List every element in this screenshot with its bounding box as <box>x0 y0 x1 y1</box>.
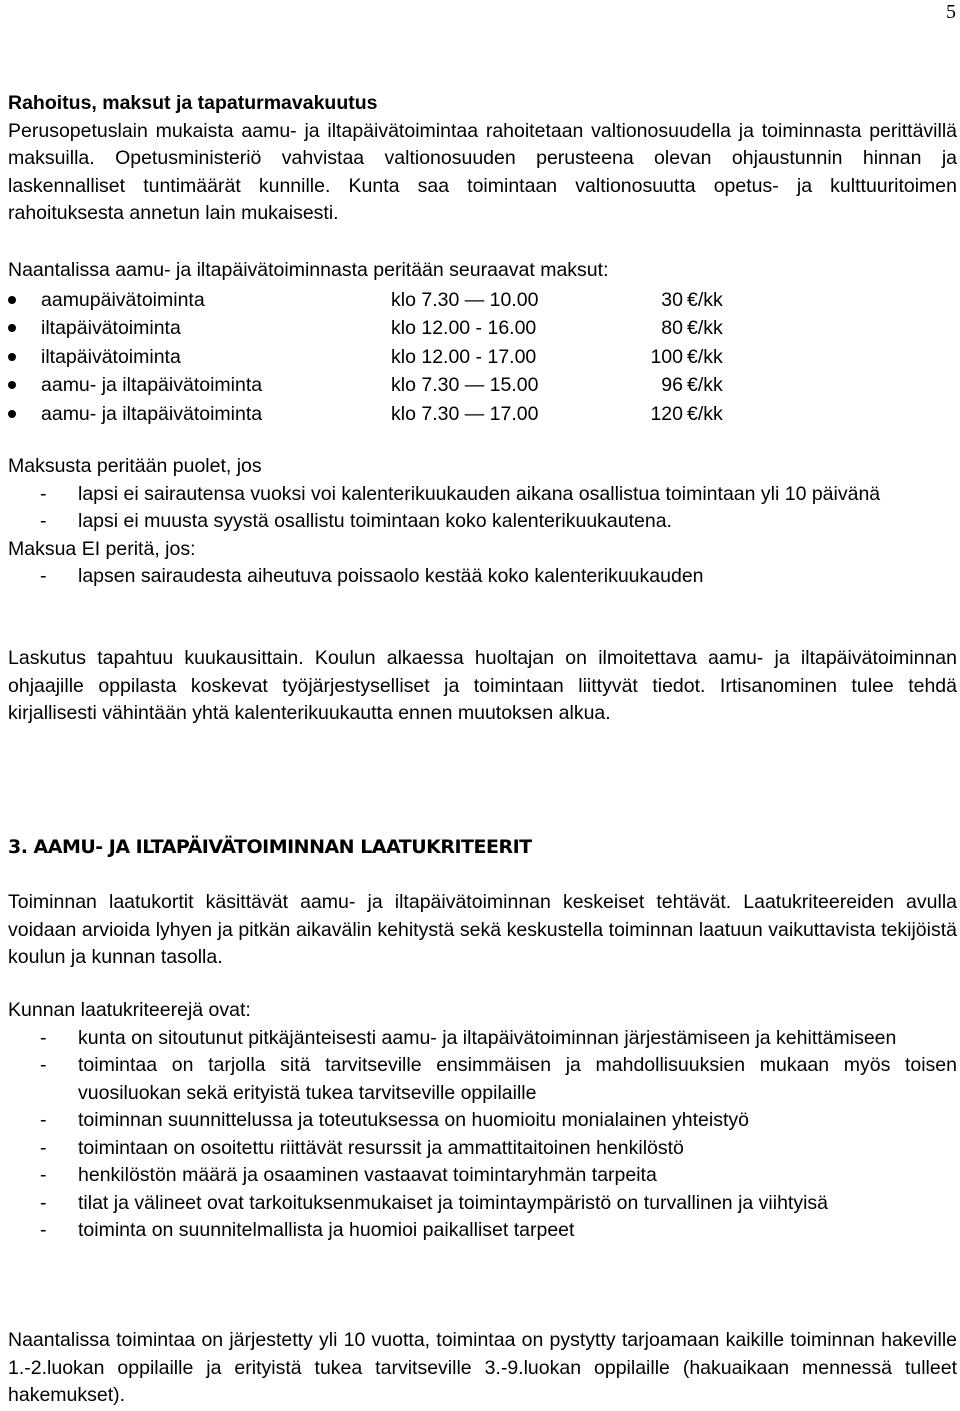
list-item <box>8 1190 957 1218</box>
list-item <box>8 508 957 536</box>
bullet-icon <box>8 353 16 361</box>
list-item-text: henkilöstön määrä ja osaaminen vastaavat toimintaryhmän tarpeita <box>78 1164 657 1186</box>
list-item-text: tilat ja välineet ovat tarkoituksenmukaiset ja toimintaympäristö on turvallinen ja viihtyisä <box>78 1191 829 1214</box>
fee-time: klo 7.30 — 10.00 <box>391 288 539 311</box>
fee-row <box>8 314 957 343</box>
fee-unit: €/kk <box>687 374 723 396</box>
fee-row <box>8 343 957 372</box>
fee-time: klo 7.30 — 17.00 <box>391 402 539 425</box>
dash-marker: - <box>40 1054 47 1076</box>
fee-time: klo 12.00 - 16.00 <box>391 317 537 339</box>
billing-paragraph: Laskutus tapahtuu kuukausittain. Koulun alkaessa huoltajan on ilmoitettava aamu- ja iltapäivätoiminnan ohjaajille oppilasta koskevat työjärjestyselliset ja toimintaan liittyvät tiedot. Irtisanominen tulee tehdä kirjallisesti vähintään yhtä kalenterikuukautta ennen muutoksen alkua. <box>8 647 957 724</box>
fee-name: aamu- ja iltapäivätoiminta <box>41 402 263 425</box>
no-fee-list <box>8 563 957 591</box>
closing-paragraph: Naantalissa toimintaa on järjestetty yli 10 vuotta, toimintaa on pystytty tarjoamaan kaikille toiminnan hakeville 1.-2.luokan oppilaille ja erityistä tukea tarvitseville 3.-9.luokan oppilaille (hakuaikaan mennessä tulleet hakemukset). <box>8 1329 957 1406</box>
dash-marker: - <box>40 482 47 505</box>
half-fee-intro: Maksusta peritään puolet, jos <box>8 455 262 477</box>
fee-unit: €/kk <box>687 288 723 311</box>
half-fee-list <box>8 481 957 536</box>
section3-heading-block <box>8 834 957 862</box>
list-item-text: lapsi ei muusta syystä osallistu toimintaan koko kalenterikuukautena. <box>78 510 672 532</box>
fee-price: 120 <box>650 402 683 425</box>
fee-price: 96 <box>661 374 683 396</box>
list-item <box>8 563 957 591</box>
fee-unit: €/kk <box>687 402 723 425</box>
list-item <box>8 1107 957 1135</box>
fee-row <box>8 286 957 315</box>
list-item-text: toimintaa on tarjolla sitä tarvitseville ensimmäisen ja mahdollisuuksien mukaan myös toisen vuosiluokan sekä erityistä tukea tarvitseville oppilaille <box>78 1054 957 1104</box>
criteria-section <box>8 997 957 1245</box>
fee-price: 100 <box>650 345 683 368</box>
list-item-text: kunta on sitoutunut pitkäjänteisesti aamu- ja iltapäivätoiminnan järjestämiseen ja kehittämiseen <box>78 1026 897 1049</box>
fee-time: klo 12.00 - 17.00 <box>391 345 537 368</box>
list-item <box>8 481 957 509</box>
list-item <box>8 1135 957 1163</box>
fee-row <box>8 400 957 429</box>
dash-marker: - <box>40 1026 47 1049</box>
list-item-text: lapsi ei sairautensa vuoksi voi kalenterikuukauden aikana osallistua toimintaan yli 10 päivänä <box>78 482 881 505</box>
fee-price: 30 <box>661 288 683 311</box>
bullet-icon <box>8 296 16 304</box>
section3-intro-block <box>8 889 957 972</box>
dash-marker: - <box>40 1109 47 1131</box>
list-item <box>8 1162 957 1190</box>
fees-list <box>8 286 957 429</box>
fee-name: iltapäivätoiminta <box>41 317 181 339</box>
list-item-text: toimintaan on osoitettu riittävät resurssit ja ammattitaitoinen henkilöstö <box>78 1136 684 1159</box>
dash-marker: - <box>40 1219 47 1241</box>
fees-section <box>8 257 957 428</box>
no-fee-intro: Maksua EI peritä, jos: <box>8 537 196 560</box>
fees-intro: Naantalissa aamu- ja iltapäivätoiminnasta peritään seuraavat maksut: <box>8 259 609 281</box>
fee-unit: €/kk <box>687 317 723 339</box>
list-item <box>8 1217 957 1245</box>
dash-marker: - <box>40 565 47 587</box>
list-item <box>8 1052 957 1107</box>
page-number: 5 <box>946 1 956 23</box>
dash-marker: - <box>40 1136 47 1159</box>
fee-name: iltapäivätoiminta <box>41 345 181 368</box>
list-item-text: lapsen sairaudesta aiheutuva poissaolo kestää koko kalenterikuukauden <box>78 565 704 587</box>
dash-marker: - <box>40 1191 47 1214</box>
funding-section <box>8 90 957 228</box>
fee-row <box>8 371 957 400</box>
dash-marker: - <box>40 1164 47 1186</box>
fee-price: 80 <box>661 317 683 339</box>
criteria-list <box>8 1025 957 1245</box>
bullet-icon <box>8 381 16 389</box>
closing-section <box>8 1327 957 1410</box>
list-item-text: toiminta on suunnitelmallista ja huomioi paikalliset tarpeet <box>78 1219 575 1241</box>
section3-intro: Toiminnan laatukortit käsittävät aamu- ja iltapäivätoiminnan keskeiset tehtävät. Laatukriteereiden avulla voidaan arvioida lyhyen ja pitkän aikavälin kehitystä sekä keskustella toiminnan laatuun vaikuttavista tekijöistä koulun ja kunnan tasolla. <box>8 891 957 968</box>
fee-name: aamupäivätoiminta <box>41 288 205 311</box>
fee-time: klo 7.30 — 15.00 <box>391 374 539 396</box>
criteria-intro: Kunnan laatukriteerejä ovat: <box>8 999 251 1021</box>
billing-section <box>8 645 957 728</box>
funding-heading: Rahoitus, maksut ja tapaturmavakuutus <box>8 92 378 114</box>
dash-marker: - <box>40 510 47 532</box>
list-item-text: toiminnan suunnittelussa ja toteutuksessa on huomioitu monialainen yhteistyö <box>78 1109 749 1131</box>
bullet-icon <box>8 324 16 332</box>
funding-paragraph: Perusopetuslain mukaista aamu- ja iltapäivätoimintaa rahoitetaan valtionosuudella ja toiminnasta perittävillä maksuilla. Opetusministeriö vahvistaa valtionosuuden perusteena olevan ohjaustunnin hinnan ja laskennalliset tuntimäärät kunnille. Kunta saa toimintaan valtionosuutta opetus- ja kulttuuritoimen rahoituksesta annetun lain mukaisesti. <box>8 119 957 224</box>
section-heading: 3. AAMU- JA ILTAPÄIVÄTOIMINNAN LAATUKRITEERIT <box>8 836 532 858</box>
fee-unit: €/kk <box>687 345 723 368</box>
bullet-icon <box>8 410 16 418</box>
fee-name: aamu- ja iltapäivätoiminta <box>41 374 263 396</box>
list-item <box>8 1025 957 1053</box>
fee-rules-section <box>8 453 957 591</box>
